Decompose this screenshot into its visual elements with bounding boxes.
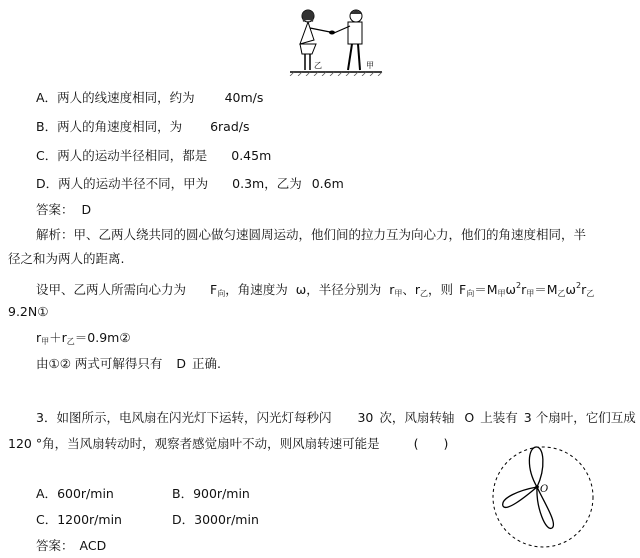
eq-symbol: ω	[295, 282, 307, 297]
option-letter: C．	[36, 148, 58, 163]
label-jia: 甲	[366, 61, 374, 70]
eq-symbol: r	[389, 282, 395, 297]
eq-subscript: 乙	[586, 289, 595, 298]
eq-symbol: ＝M	[474, 282, 498, 297]
eq-symbol: r	[36, 330, 42, 345]
q2-option-b	[36, 119, 250, 135]
q3-answer	[36, 538, 106, 554]
eq-subscript: 甲	[394, 289, 403, 298]
answer-label: 答案：	[36, 538, 74, 553]
stem-text: 120 °角，当风扇转动时，观察者感觉扇叶不动，则风扇转速可能是	[8, 436, 380, 451]
option-letter: A．	[36, 486, 58, 501]
eq-symbol: F	[210, 282, 218, 297]
option-letter: D．	[172, 512, 195, 527]
stem-number: 3	[523, 410, 532, 425]
eq-superscript: 2	[516, 281, 522, 290]
stem-number: 30	[357, 410, 374, 425]
eq-symbol: F	[459, 282, 467, 297]
eq-superscript: 2	[576, 281, 582, 290]
option-value: 40m/s	[224, 90, 264, 105]
fan-diagram	[488, 442, 598, 552]
option-letter: B．	[172, 486, 194, 501]
conclusion-text: 正确.	[192, 356, 222, 371]
eq-text: 设甲、乙两人所需向心力为	[36, 282, 187, 297]
eq-symbol: ＝M	[534, 282, 558, 297]
answer-blank: ( )	[413, 436, 449, 451]
stem-symbol: O	[464, 410, 475, 425]
answer-value: D	[81, 202, 92, 217]
option-letter: D．	[36, 176, 59, 191]
q2-option-d	[36, 176, 344, 192]
eq-symbol: r	[521, 282, 527, 297]
q3-stem-line-2	[8, 436, 448, 452]
q2-analysis-line-1: 解析：甲、乙两人绕共同的圆心做匀速圆周运动，他们间的拉力互为向心力，他们的角速度相同，半	[36, 227, 587, 242]
answer-label: 答案：	[36, 202, 74, 217]
label-yi: 乙	[314, 61, 322, 70]
eq-subscript: 乙	[66, 337, 75, 346]
conclusion-letter: D	[176, 356, 187, 371]
option-value: 0.45m	[231, 148, 272, 163]
q2-conclusion	[36, 356, 221, 372]
option-text-2: ，乙为	[264, 176, 302, 191]
stem-text: 上装有	[480, 410, 518, 425]
option-value: 900r/min	[193, 486, 250, 501]
option-text: 两人的角速度相同，为	[57, 119, 183, 134]
eq-number: ①	[37, 304, 49, 319]
option-value: 0.3m	[232, 176, 265, 191]
eq-subscript: 甲	[41, 337, 50, 346]
eq-text: ，角速度为	[225, 282, 288, 297]
eq-text: 、	[402, 282, 415, 297]
stem-text: 3．如图所示，电风扇在闪光灯下运转，闪光灯每秒闪	[36, 410, 332, 425]
option-letter: C．	[36, 512, 58, 527]
q3-option-b	[172, 486, 250, 502]
eq-symbol: ω	[565, 282, 576, 297]
two-people-figure	[286, 4, 386, 76]
option-text: 两人的线速度相同，约为	[57, 90, 195, 105]
stem-text: 个扇叶，它们互成	[535, 410, 636, 425]
eq-text: ，半径分别为	[306, 282, 382, 297]
stem-text: 次，风扇转轴	[379, 410, 455, 425]
q2-equation-2	[36, 330, 131, 350]
q2-option-c	[36, 148, 271, 164]
option-letter: B．	[36, 119, 58, 134]
eq-subscript: 甲	[526, 289, 535, 298]
q2-answer	[36, 202, 91, 218]
option-value: 1200r/min	[57, 512, 122, 527]
fan-blade-lower-left	[503, 487, 537, 507]
q2-equation-line	[36, 278, 618, 302]
eq-text: ，则	[428, 282, 454, 297]
eq-subscript: 向	[217, 289, 226, 298]
eq-symbol: ω	[505, 282, 516, 297]
q2-option-a	[36, 90, 263, 106]
option-text: 两人的运动半径不同，甲为	[58, 176, 209, 191]
eq-symbol: r	[581, 282, 587, 297]
eq-symbol: r	[61, 330, 67, 345]
option-value: 600r/min	[57, 486, 114, 501]
option-value-2: 0.6m	[311, 176, 344, 191]
eq-result: ＝0.9m	[74, 330, 120, 345]
eq-subscript: 乙	[557, 289, 566, 298]
eq-subscript: 甲	[497, 289, 506, 298]
fan-axis-label: O	[540, 484, 549, 495]
eq-result: 9.2N	[8, 304, 38, 319]
q2-equation-result	[8, 304, 48, 320]
eq-symbol: r	[414, 282, 421, 297]
option-value: 6rad/s	[210, 119, 250, 134]
q3-option-d	[172, 512, 259, 528]
option-value: 3000r/min	[194, 512, 259, 527]
eq-symbol: ＋	[49, 330, 62, 345]
eq-subscript: 乙	[420, 289, 429, 298]
option-text: 两人的运动半径相同，都是	[57, 148, 208, 163]
q3-stem-line-1	[36, 410, 636, 426]
eq-number: ②	[119, 330, 131, 345]
fan-blade-up	[529, 447, 543, 487]
eq-subscript: 向	[466, 289, 475, 298]
fan-axis-point	[535, 485, 539, 489]
conclusion-text: 由①② 两式可解得只有	[36, 356, 163, 371]
q3-option-c	[36, 512, 122, 528]
option-letter: A．	[36, 90, 58, 105]
q2-analysis-line-2: 径之和为两人的距离.	[8, 251, 125, 266]
q3-option-a	[36, 486, 114, 502]
answer-value: ACD	[79, 538, 107, 553]
